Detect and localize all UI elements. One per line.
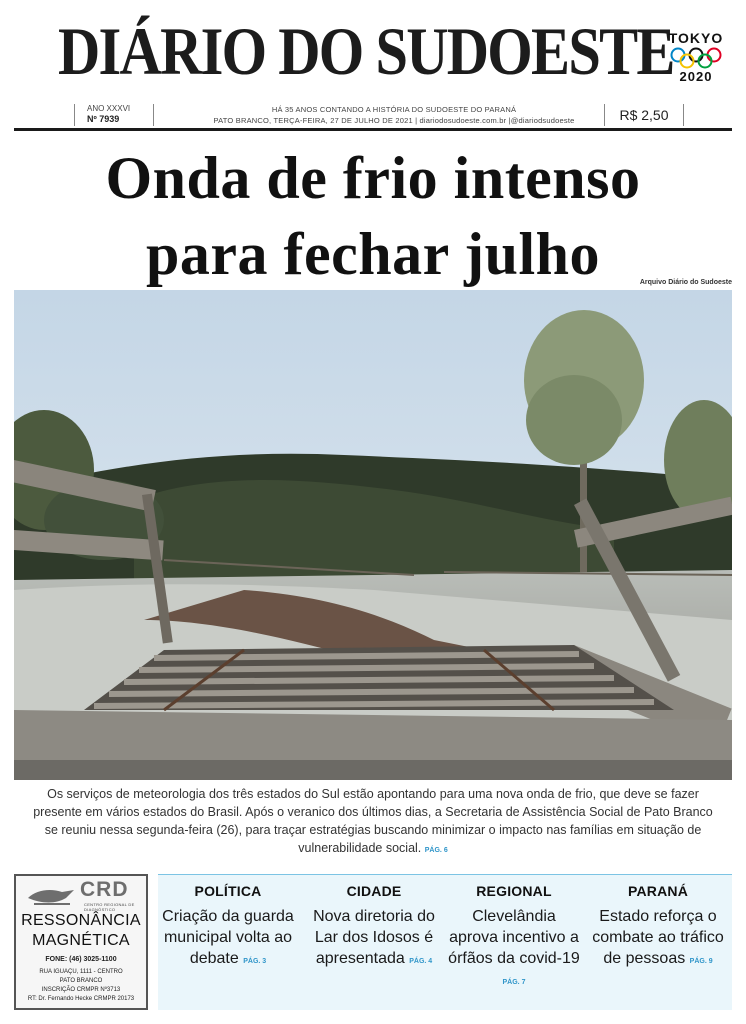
teaser-cidade[interactable] xyxy=(306,880,442,972)
teaser-text xyxy=(446,906,582,993)
photo-caption xyxy=(28,785,718,860)
teaser-section-name: CIDADE xyxy=(346,883,402,899)
masthead-rule xyxy=(14,128,732,131)
teaser-headline: Criação da guarda municipal volta ao debate xyxy=(162,908,294,967)
caption-text: Os serviços de meteorologia dos três estados do Sul estão apontando para uma nova onda de frio, que deve se fazer presente em vários estados do Brasil. Após o veranico dos últimos dias, a Secretaria de Assistência Social de Pato Branco se reuniu nessa segunda-feira (26), para traçar estratégias buscando minimizar o impacto nas famílias em situação de vulnerabilidade social. xyxy=(33,787,713,855)
ad-city: PATO BRANCO xyxy=(59,978,103,984)
ad-address: RUA IGUAÇU, 1111 - CENTRO xyxy=(39,969,123,975)
section-teasers-rule xyxy=(158,874,732,875)
caption-page-ref[interactable]: PÁG. 6 xyxy=(424,847,448,854)
teaser-section-name: REGIONAL xyxy=(476,883,552,899)
teaser-section-name: PARANÁ xyxy=(627,883,689,899)
olympic-rings-icon xyxy=(669,47,723,69)
edition-box xyxy=(74,104,154,126)
ad-service-1: RESSONÂNCIA xyxy=(21,912,141,929)
teaser-text xyxy=(160,906,296,972)
crd-advertisement[interactable] xyxy=(14,874,148,1010)
ad-brand-sub: CENTRO REGIONAL DE DIAGNÓSTICO xyxy=(84,902,135,912)
teaser-page-ref: PÁG. 9 xyxy=(689,958,713,965)
price: R$ 2,50 xyxy=(604,104,684,126)
tagline: HÁ 35 ANOS CONTANDO A HISTÓRIA DO SUDOESTE DO PARANÁ xyxy=(271,105,517,114)
headline-line-1: Onda de frio intenso xyxy=(105,145,641,211)
frosty-farm-gate-photo[interactable] xyxy=(14,290,732,780)
headline-line-2: para fechar julho xyxy=(145,221,601,287)
teaser-page-ref: PÁG. 4 xyxy=(409,958,433,965)
crd-logo-icon xyxy=(26,882,76,910)
teaser-politica[interactable] xyxy=(160,880,296,972)
ad-service-2: MAGNÉTICA xyxy=(32,932,130,949)
teaser-text xyxy=(590,906,726,972)
ad-brand: CRD xyxy=(80,878,129,901)
teaser-parana[interactable] xyxy=(590,880,726,972)
teaser-headline: Clevelândia aprova incentivo a órfãos da covid-19 xyxy=(448,908,580,967)
edition-year: ANO XXXVI xyxy=(87,104,131,113)
teaser-page-ref: PÁG. 3 xyxy=(243,958,267,965)
ad-registration: INSCRIÇÃO CRMPR Nº3713 xyxy=(41,987,121,993)
tagline-block xyxy=(194,104,594,126)
olympics-badge xyxy=(664,30,728,84)
teaser-section-name: POLÍTICA xyxy=(194,883,262,899)
newspaper-title: DIÁRIO DO SUDOESTE xyxy=(58,13,674,89)
teaser-page-ref: PÁG. 7 xyxy=(502,979,526,986)
ad-phone: FONE: (46) 3025-1100 xyxy=(45,956,117,963)
teaser-headline: Nova diretoria do Lar dos Idosos é apresentada xyxy=(313,908,435,967)
teaser-regional[interactable] xyxy=(446,880,582,993)
edition-number: Nº 7939 xyxy=(87,114,120,124)
photo-credit: Arquivo Diário do Sudoeste xyxy=(639,279,732,286)
info-bar xyxy=(14,100,732,130)
teaser-headline: Estado reforça o combate ao tráfico de pessoas xyxy=(592,908,724,967)
headline[interactable] xyxy=(14,140,732,292)
section-teasers xyxy=(158,874,732,1010)
olympics-city: TOKYO xyxy=(668,30,724,46)
dateline: PATO BRANCO, TERÇA-FEIRA, 27 DE JULHO DE 2021 | diariodosudoeste.com.br |@diariodsudoeste xyxy=(213,116,575,125)
masthead xyxy=(0,0,746,100)
teaser-text xyxy=(306,906,442,972)
olympics-year: 2020 xyxy=(679,69,713,84)
ad-doctor: RT: Dr. Fernando Hecke CRMPR 20173 xyxy=(27,996,135,1002)
